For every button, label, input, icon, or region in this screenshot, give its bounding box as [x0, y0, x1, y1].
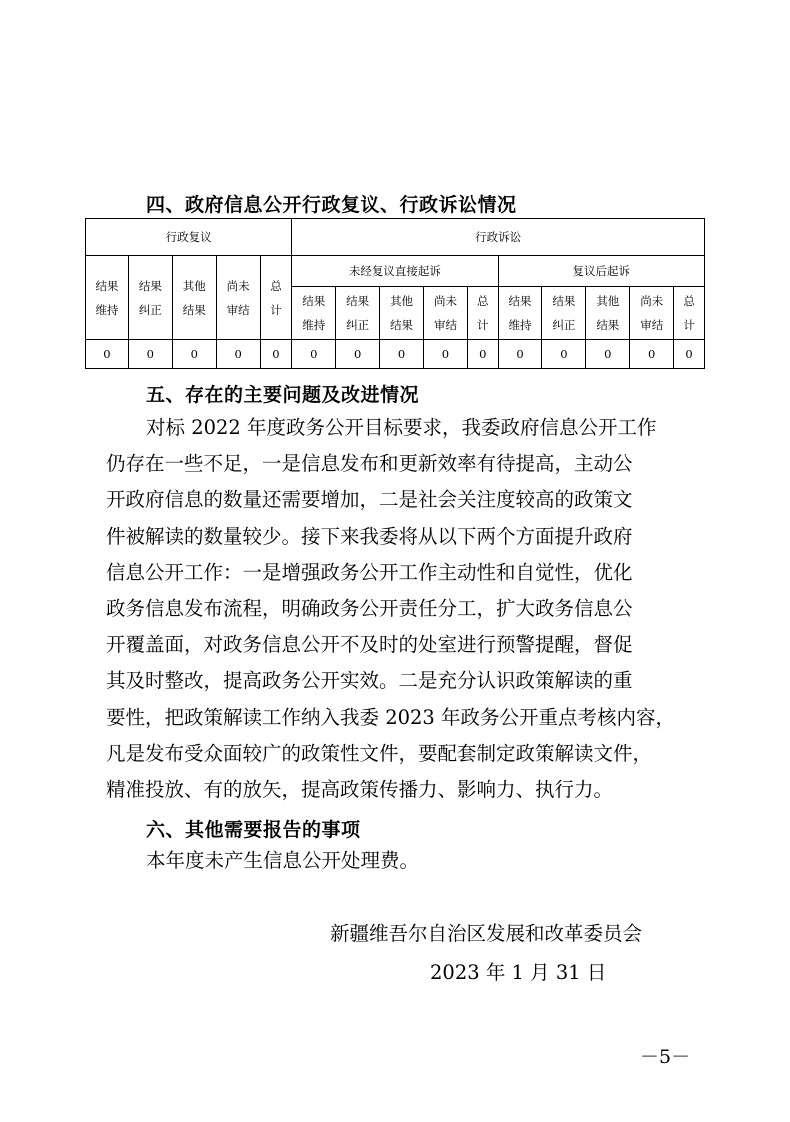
col-total: 总 计 — [260, 256, 292, 340]
signature-date: 2023 年 1 月 31 日 — [430, 961, 607, 984]
paragraph-line: 信息公开工作：一是增强政务公开工作主动性和自觉性，优化 — [106, 560, 633, 584]
col-result-maintain: 结果 维持 — [292, 287, 336, 340]
review-litigation-table — [85, 218, 705, 369]
col-other-result: 其他 结果 — [586, 287, 630, 340]
table-cell: 0 — [260, 340, 292, 369]
header-administrative-litigation: 行政诉讼 — [292, 219, 705, 256]
col-total: 总 计 — [674, 287, 705, 340]
table-cell: 0 — [86, 340, 129, 369]
table-cell: 0 — [336, 340, 380, 369]
paragraph-line: 要性，把政策解读工作纳入我委 2023 年政务公开重点考核内容， — [106, 705, 676, 729]
table-cell: 0 — [498, 340, 542, 369]
table-cell: 0 — [380, 340, 424, 369]
section-5-heading: 五、存在的主要问题及改进情况 — [146, 384, 420, 406]
paragraph-line: 件被解读的数量较少。接下来我委将从以下两个方面提升政府 — [106, 524, 633, 548]
table-cell: 0 — [630, 340, 674, 369]
section-5-paragraph — [106, 410, 690, 808]
col-pending: 尚未 审结 — [216, 256, 260, 340]
col-total: 总 计 — [467, 287, 498, 340]
header-after-review-litigation: 复议后起诉 — [498, 256, 704, 287]
paragraph-line: 凡是发布受众面较广的政策性文件，要配套制定政策解读文件， — [106, 741, 653, 765]
signature-organization: 新疆维吾尔自治区发展和改革委员会 — [330, 922, 643, 945]
col-pending: 尚未 审结 — [424, 287, 468, 340]
paragraph-line: 开政府信息的数量还需要增加，二是社会关注度较高的政策文 — [106, 488, 633, 512]
section-6-heading: 六、其他需要报告的事项 — [146, 819, 361, 841]
table-cell: 0 — [128, 340, 172, 369]
col-result-correct: 结果 纠正 — [336, 287, 380, 340]
col-result-maintain: 结果 维持 — [498, 287, 542, 340]
table-cell: 0 — [586, 340, 630, 369]
section-4-heading: 四、政府信息公开行政复议、行政诉讼情况 — [146, 194, 517, 216]
table-cell: 0 — [172, 340, 216, 369]
col-result-correct: 结果 纠正 — [542, 287, 586, 340]
table-cell: 0 — [542, 340, 586, 369]
paragraph-line: 政务信息发布流程，明确政务公开责任分工，扩大政务信息公 — [106, 597, 633, 621]
table-cell: 0 — [216, 340, 260, 369]
col-other-result: 其他 结果 — [380, 287, 424, 340]
col-pending: 尚未 审结 — [630, 287, 674, 340]
section-6-text: 本年度未产生信息公开处理费。 — [146, 849, 420, 872]
col-result-maintain: 结果 维持 — [86, 256, 129, 340]
paragraph-line: 其及时整改，提高政务公开实效。二是充分认识政策解读的重 — [106, 669, 633, 693]
table-cell: 0 — [674, 340, 705, 369]
paragraph-line: 开覆盖面，对政务信息公开不及时的处室进行预警提醒，督促 — [106, 633, 633, 657]
table-cell: 0 — [292, 340, 336, 369]
table-value-row — [86, 340, 705, 369]
paragraph-line: 对标 2022 年度政务公开目标要求，我委政府信息公开工作 — [146, 416, 657, 439]
header-direct-litigation: 未经复议直接起诉 — [292, 256, 498, 287]
table-cell: 0 — [424, 340, 468, 369]
table-cell: 0 — [467, 340, 498, 369]
paragraph-line: 仍存在一些不足，一是信息发布和更新效率有待提高，主动公 — [106, 452, 633, 476]
page-number: －5－ — [640, 1046, 691, 1068]
header-administrative-review: 行政复议 — [86, 219, 292, 256]
col-other-result: 其他 结果 — [172, 256, 216, 340]
paragraph-line: 精准投放、有的放矢，提高政策传播力、影响力、执行力。 — [106, 778, 614, 802]
col-result-correct: 结果 纠正 — [128, 256, 172, 340]
